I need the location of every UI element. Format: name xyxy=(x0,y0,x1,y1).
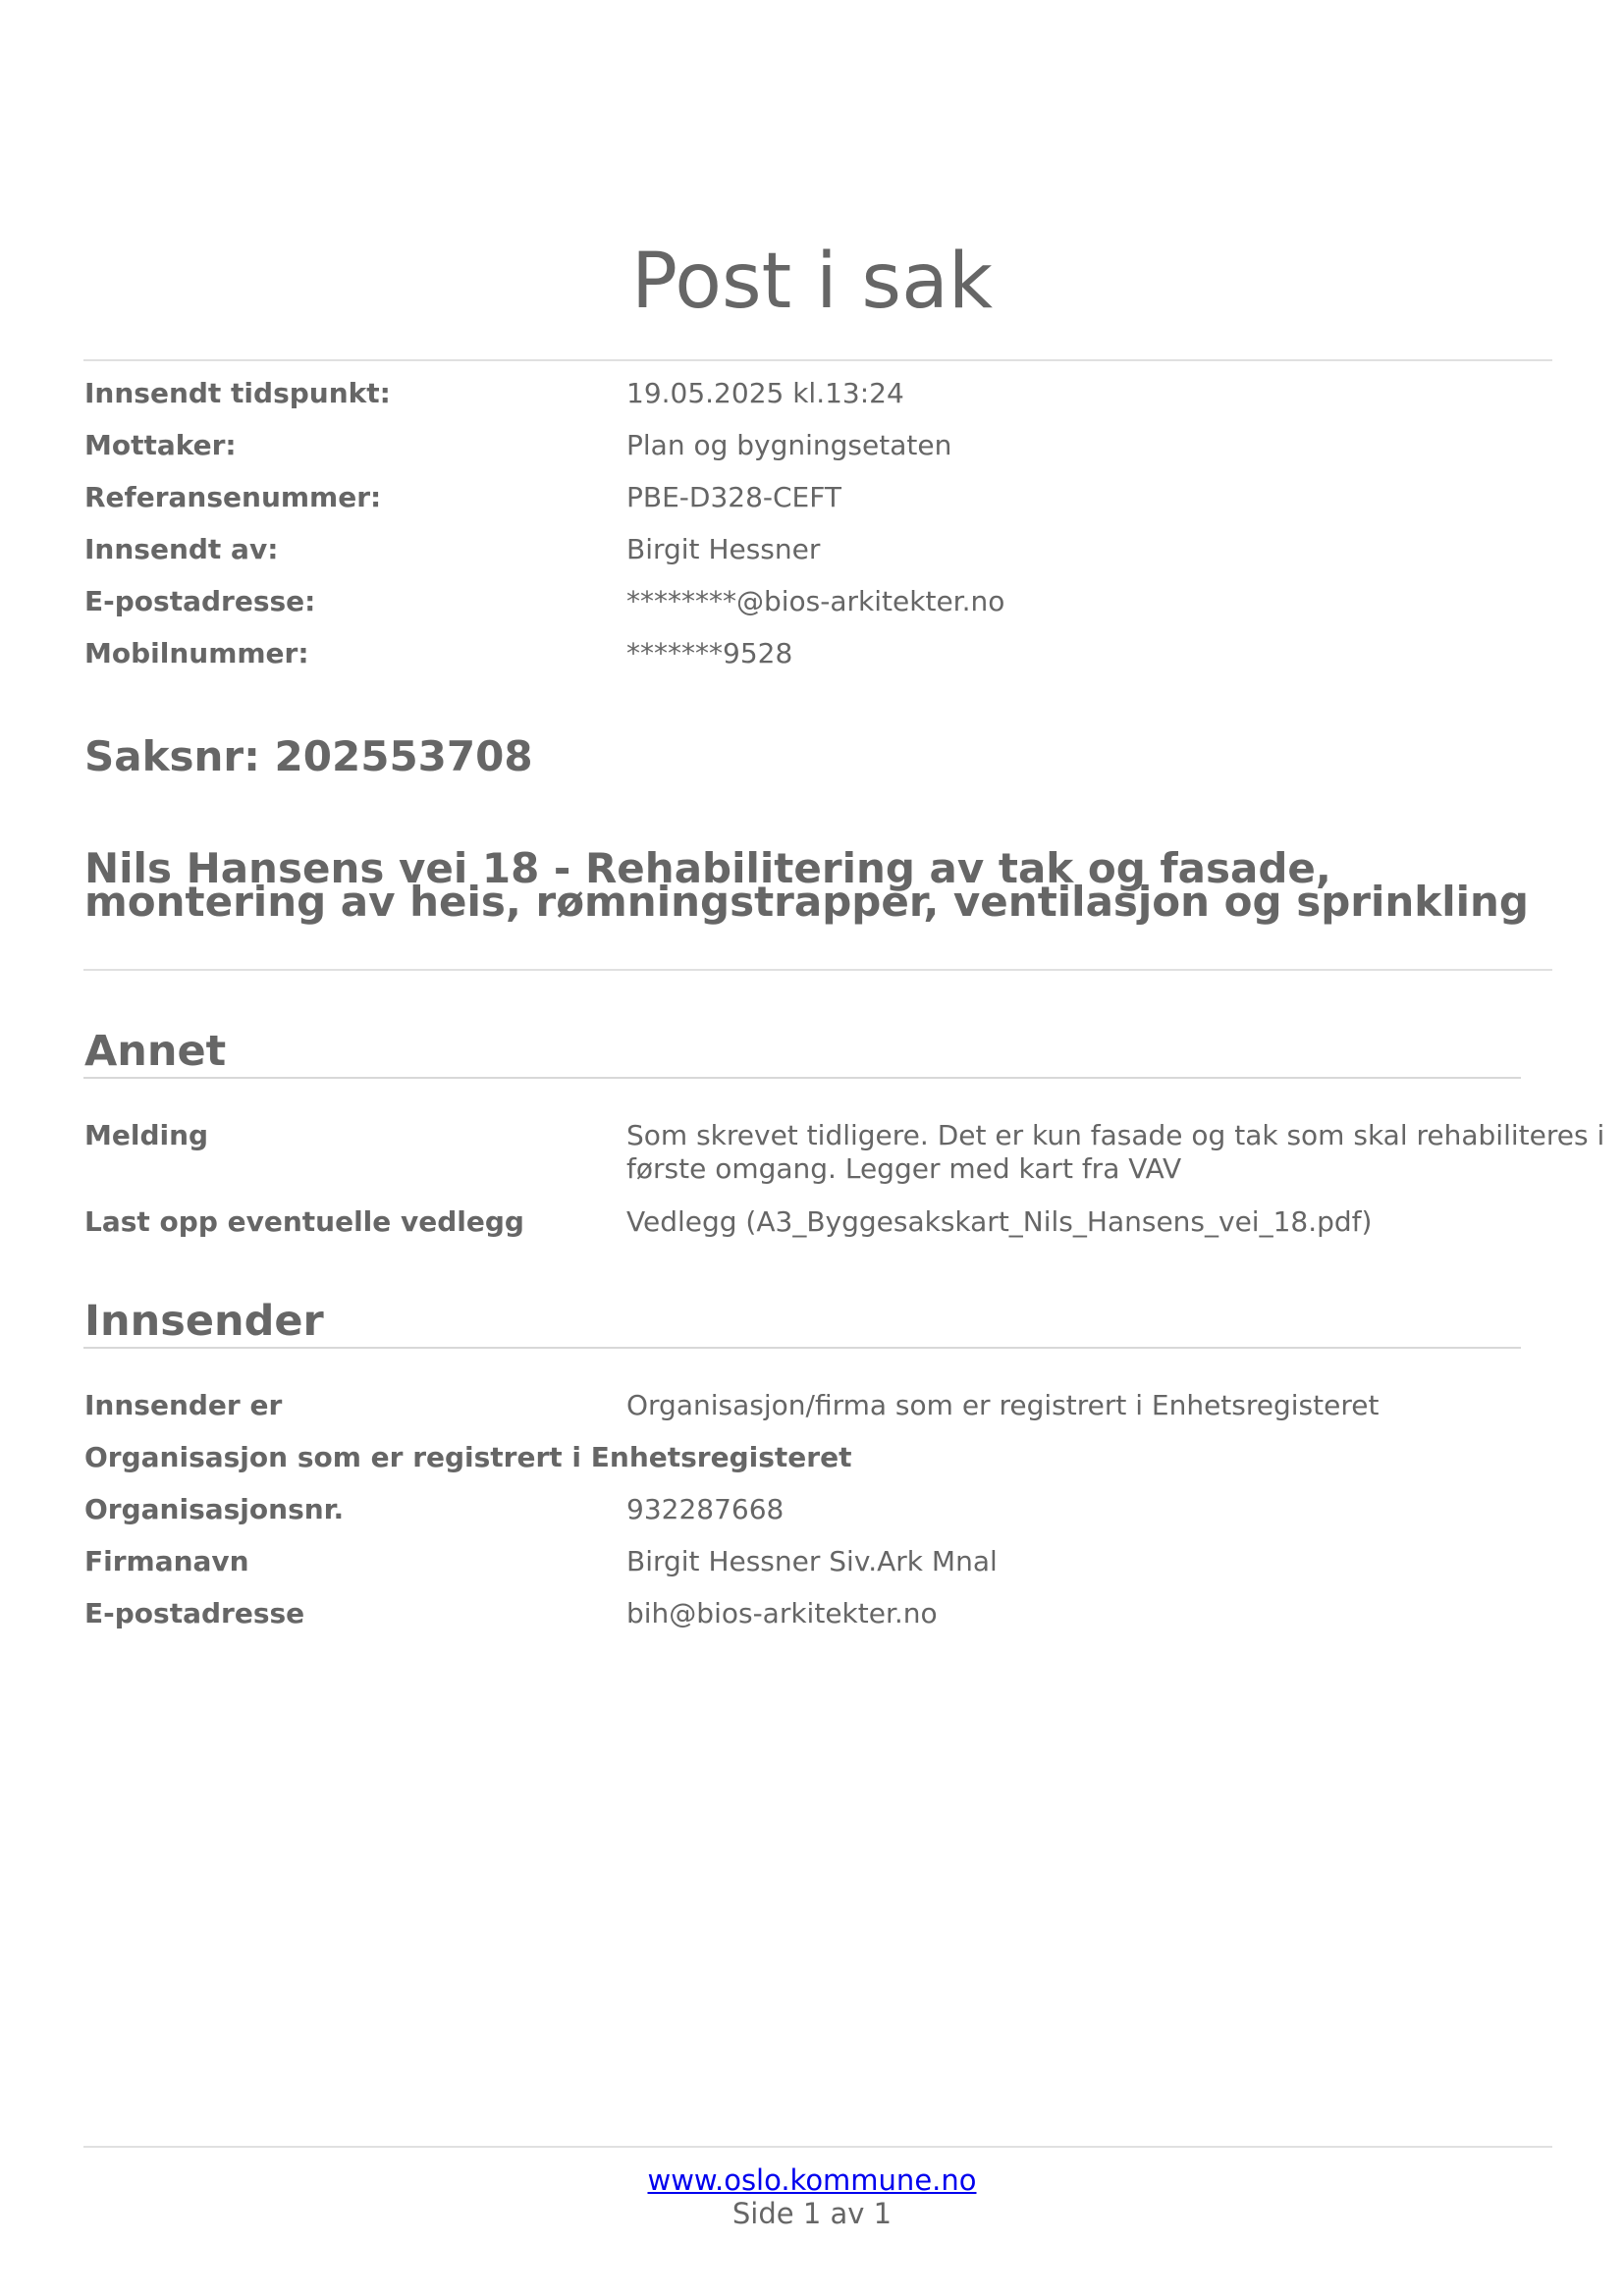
section-heading-innsender: Innsender xyxy=(84,1297,324,1346)
field-label: Organisasjonsnr. xyxy=(84,1493,345,1525)
field-label: Organisasjon som er registrert i Enhetsregisteret xyxy=(84,1441,852,1473)
field-value: Organisasjon/firma som er registrert i Enhetsregisteret xyxy=(626,1389,1380,1421)
footer-link-container xyxy=(0,2163,1624,2197)
document-title: Post i sak xyxy=(630,238,994,326)
footer-divider xyxy=(83,2146,1552,2148)
section-divider-innsender xyxy=(83,1347,1521,1349)
meta-label: Mottaker: xyxy=(84,429,237,461)
footer-website-link[interactable]: www.oslo.kommune.no xyxy=(647,2163,977,2197)
meta-label: Innsendt tidspunkt: xyxy=(84,377,391,409)
case-divider xyxy=(83,969,1552,971)
field-value: bih@bios-arkitekter.no xyxy=(626,1597,938,1629)
attachment-link[interactable]: Vedlegg (A3_Byggesakskart_Nils_Hansens_vei_18.pdf) xyxy=(626,1205,1373,1238)
field-label: Innsender er xyxy=(84,1389,283,1421)
meta-value: Birgit Hessner xyxy=(626,533,821,565)
field-label: Melding xyxy=(84,1119,209,1151)
case-title: Nils Hansens vei 18 - Rehabilitering av tak og fasade, montering av heis, rømningstrapper, ventilasjon og sprinkling xyxy=(84,844,1529,926)
meta-label: Innsendt av: xyxy=(84,533,279,565)
field-value: Som skrevet tidligere. Det er kun fasade og tak som skal rehabiliteres i første omgang. Legger med kart fra VAV xyxy=(626,1119,1605,1185)
title-divider xyxy=(83,359,1552,361)
section-divider-annet xyxy=(83,1077,1521,1079)
field-value: 932287668 xyxy=(626,1493,785,1525)
meta-value: PBE-D328-CEFT xyxy=(626,481,841,513)
page-number: Side 1 av 1 xyxy=(731,2197,893,2230)
meta-label: Referansenummer: xyxy=(84,481,382,513)
meta-value: Plan og bygningsetaten xyxy=(626,429,952,461)
meta-label: Mobilnummer: xyxy=(84,637,309,669)
field-value: Birgit Hessner Siv.Ark Mnal xyxy=(626,1545,998,1577)
meta-value: 19.05.2025 kl.13:24 xyxy=(626,377,904,409)
field-label: Last opp eventuelle vedlegg xyxy=(84,1205,524,1238)
meta-label: E-postadresse: xyxy=(84,585,316,617)
section-heading-annet: Annet xyxy=(84,1027,227,1076)
meta-value: *******9528 xyxy=(626,637,793,669)
field-label: E-postadresse xyxy=(84,1597,305,1629)
meta-value: ********@bios-arkitekter.no xyxy=(626,585,1005,617)
case-number: Saksnr: 202553708 xyxy=(84,732,533,780)
field-label: Firmanavn xyxy=(84,1545,249,1577)
